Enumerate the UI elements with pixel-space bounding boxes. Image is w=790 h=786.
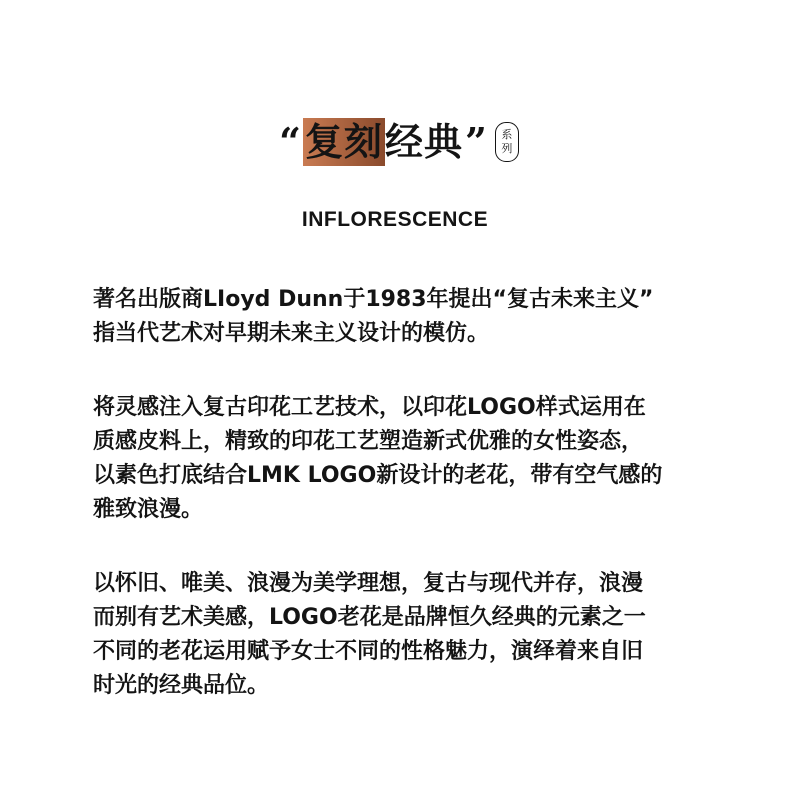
title-close-quote: ” (465, 119, 487, 164)
series-title (279, 118, 519, 166)
body-text (93, 283, 713, 743)
title-open-quote: “ (279, 119, 301, 164)
title-highlight: 复刻 (304, 119, 383, 164)
series-badge-top: 系 (501, 128, 513, 141)
paragraph-line: 指当代艺术对早期未来主义设计的模仿。 (93, 321, 490, 346)
series-badge (495, 122, 519, 162)
paragraph-line: 不同的老花运用赋予女士不同的性格魅力，演绎着来自旧 (93, 639, 644, 664)
paragraph-line: 将灵感注入复古印花工艺技术，以印花LOGO样式运用在 (93, 395, 646, 420)
subtitle: INFLORESCENCE (301, 208, 489, 231)
paragraph-line: 以怀旧、唯美、浪漫为美学理想，复古与现代并存，浪漫 (93, 571, 644, 596)
paragraph-2 (93, 391, 713, 527)
paragraph-1 (93, 283, 713, 351)
paragraph-line: 质感皮料上，精致的印花工艺塑造新式优雅的女性姿态， (93, 429, 644, 454)
title-rest: 经典 (385, 119, 464, 164)
paragraph-line: 著名出版商LIoyd Dunn于1983年提出“复古未来主义” (93, 287, 654, 312)
title-row (0, 112, 790, 172)
series-badge-bottom: 列 (501, 142, 513, 155)
paragraph-line: 时光的经典品位。 (93, 673, 270, 698)
paragraph-3 (93, 567, 713, 703)
paragraph-line: 而别有艺术美感，LOGO老花是品牌恒久经典的元素之一 (93, 605, 646, 630)
paragraph-line: 以素色打底结合LMK LOGO新设计的老花，带有空气感的 (93, 463, 663, 488)
paragraph-line: 雅致浪漫。 (93, 497, 204, 522)
